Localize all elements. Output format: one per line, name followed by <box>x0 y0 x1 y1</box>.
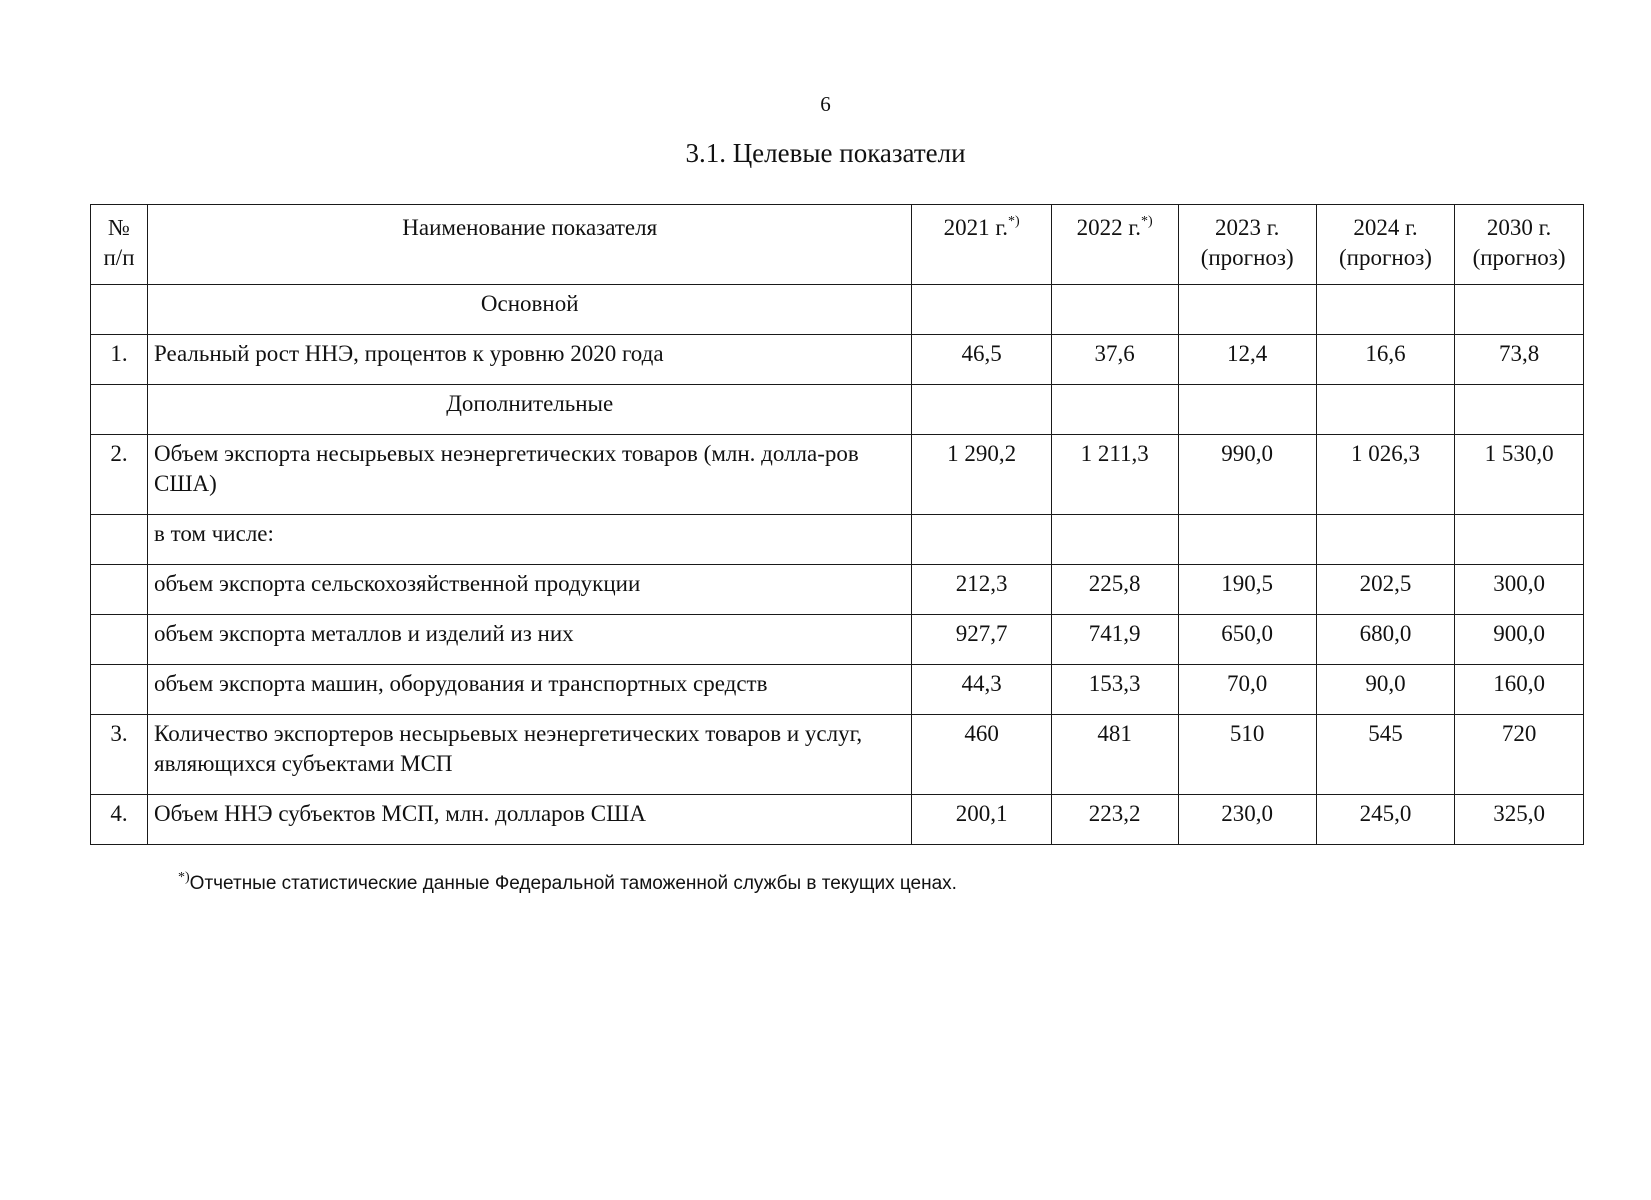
value-2030: 720 <box>1455 715 1584 795</box>
table-row <box>91 515 1584 565</box>
header-2024: 2024 г. (прогноз) <box>1316 205 1454 285</box>
header-2023: 2023 г. (прогноз) <box>1178 205 1316 285</box>
table-row <box>91 615 1584 665</box>
value-2022: 1 211,3 <box>1051 435 1178 515</box>
table-header-row <box>91 205 1584 285</box>
value-2030: 160,0 <box>1455 665 1584 715</box>
footnote-text: Отчетные статистические данные Федеральной таможенной службы в текущих ценах. <box>189 873 957 894</box>
value-2022: 481 <box>1051 715 1178 795</box>
value-2021: 460 <box>912 715 1051 795</box>
row-number <box>91 515 148 565</box>
value-2030: 300,0 <box>1455 565 1584 615</box>
value-2022: 37,6 <box>1051 335 1178 385</box>
table-row <box>91 665 1584 715</box>
group-row-main <box>91 285 1584 335</box>
value-2024: 1 026,3 <box>1316 435 1454 515</box>
value-2022: 741,9 <box>1051 615 1178 665</box>
row-number: 2. <box>91 435 148 515</box>
value-2023: 70,0 <box>1178 665 1316 715</box>
indicator-name: Количество экспортеров несырьевых неэнергетических товаров и услуг, являющихся субъектами МСП <box>148 715 912 795</box>
value-2021: 44,3 <box>912 665 1051 715</box>
value-2030: 1 530,0 <box>1455 435 1584 515</box>
header-2030: 2030 г. (прогноз) <box>1455 205 1584 285</box>
table-row <box>91 795 1584 845</box>
value-2022: 225,8 <box>1051 565 1178 615</box>
value-2024: 90,0 <box>1316 665 1454 715</box>
row-number <box>91 565 148 615</box>
value-2023: 230,0 <box>1178 795 1316 845</box>
indicator-name: объем экспорта металлов и изделий из них <box>148 615 912 665</box>
value-2030: 73,8 <box>1455 335 1584 385</box>
value-2030: 900,0 <box>1455 615 1584 665</box>
section-title: 3.1. Целевые показатели <box>685 138 966 168</box>
value-2022: 223,2 <box>1051 795 1178 845</box>
value-2023: 650,0 <box>1178 615 1316 665</box>
value-2023: 190,5 <box>1178 565 1316 615</box>
value-2023: 990,0 <box>1178 435 1316 515</box>
value-2024: 545 <box>1316 715 1454 795</box>
header-2021: 2021 г.*) <box>912 205 1051 285</box>
indicator-name: объем экспорта сельскохозяйственной продукции <box>148 565 912 615</box>
value-2023: 12,4 <box>1178 335 1316 385</box>
indicator-name: в том числе: <box>148 515 912 565</box>
indicator-name: Объем экспорта несырьевых неэнергетических товаров (млн. долла-ров США) <box>148 435 912 515</box>
table-row <box>91 715 1584 795</box>
value-2021: 1 290,2 <box>912 435 1051 515</box>
footnote-marker: *) <box>178 870 190 885</box>
footnote-mark: *) <box>1141 214 1153 229</box>
indicator-name: объем экспорта машин, оборудования и транспортных средств <box>148 665 912 715</box>
value-2022: 153,3 <box>1051 665 1178 715</box>
group-label: Дополнительные <box>148 385 912 435</box>
page-number: 6 <box>820 92 831 116</box>
table-row <box>91 335 1584 385</box>
value-2021: 212,3 <box>912 565 1051 615</box>
value-2024: 680,0 <box>1316 615 1454 665</box>
targets-table <box>90 204 1584 845</box>
value-2030: 325,0 <box>1455 795 1584 845</box>
value-2024: 202,5 <box>1316 565 1454 615</box>
footnote-mark: *) <box>1007 214 1020 229</box>
footnote <box>178 870 957 895</box>
value-2021: 46,5 <box>912 335 1051 385</box>
row-number: 3. <box>91 715 148 795</box>
group-label: Основной <box>148 285 912 335</box>
value-2023: 510 <box>1178 715 1316 795</box>
value-2024: 16,6 <box>1316 335 1454 385</box>
indicator-name: Объем ННЭ субъектов МСП, млн. долларов США <box>148 795 912 845</box>
group-row-additional <box>91 385 1584 435</box>
indicator-name: Реальный рост ННЭ, процентов к уровню 2020 года <box>148 335 912 385</box>
table-row <box>91 565 1584 615</box>
table-row <box>91 435 1584 515</box>
row-number: 1. <box>91 335 148 385</box>
value-2021: 200,1 <box>912 795 1051 845</box>
row-number <box>91 665 148 715</box>
header-num: № п/п <box>91 205 148 285</box>
value-2021: 927,7 <box>912 615 1051 665</box>
row-number <box>91 615 148 665</box>
header-name: Наименование показателя <box>148 205 912 285</box>
value-2024: 245,0 <box>1316 795 1454 845</box>
row-number: 4. <box>91 795 148 845</box>
header-2022: 2022 г.*) <box>1051 205 1178 285</box>
